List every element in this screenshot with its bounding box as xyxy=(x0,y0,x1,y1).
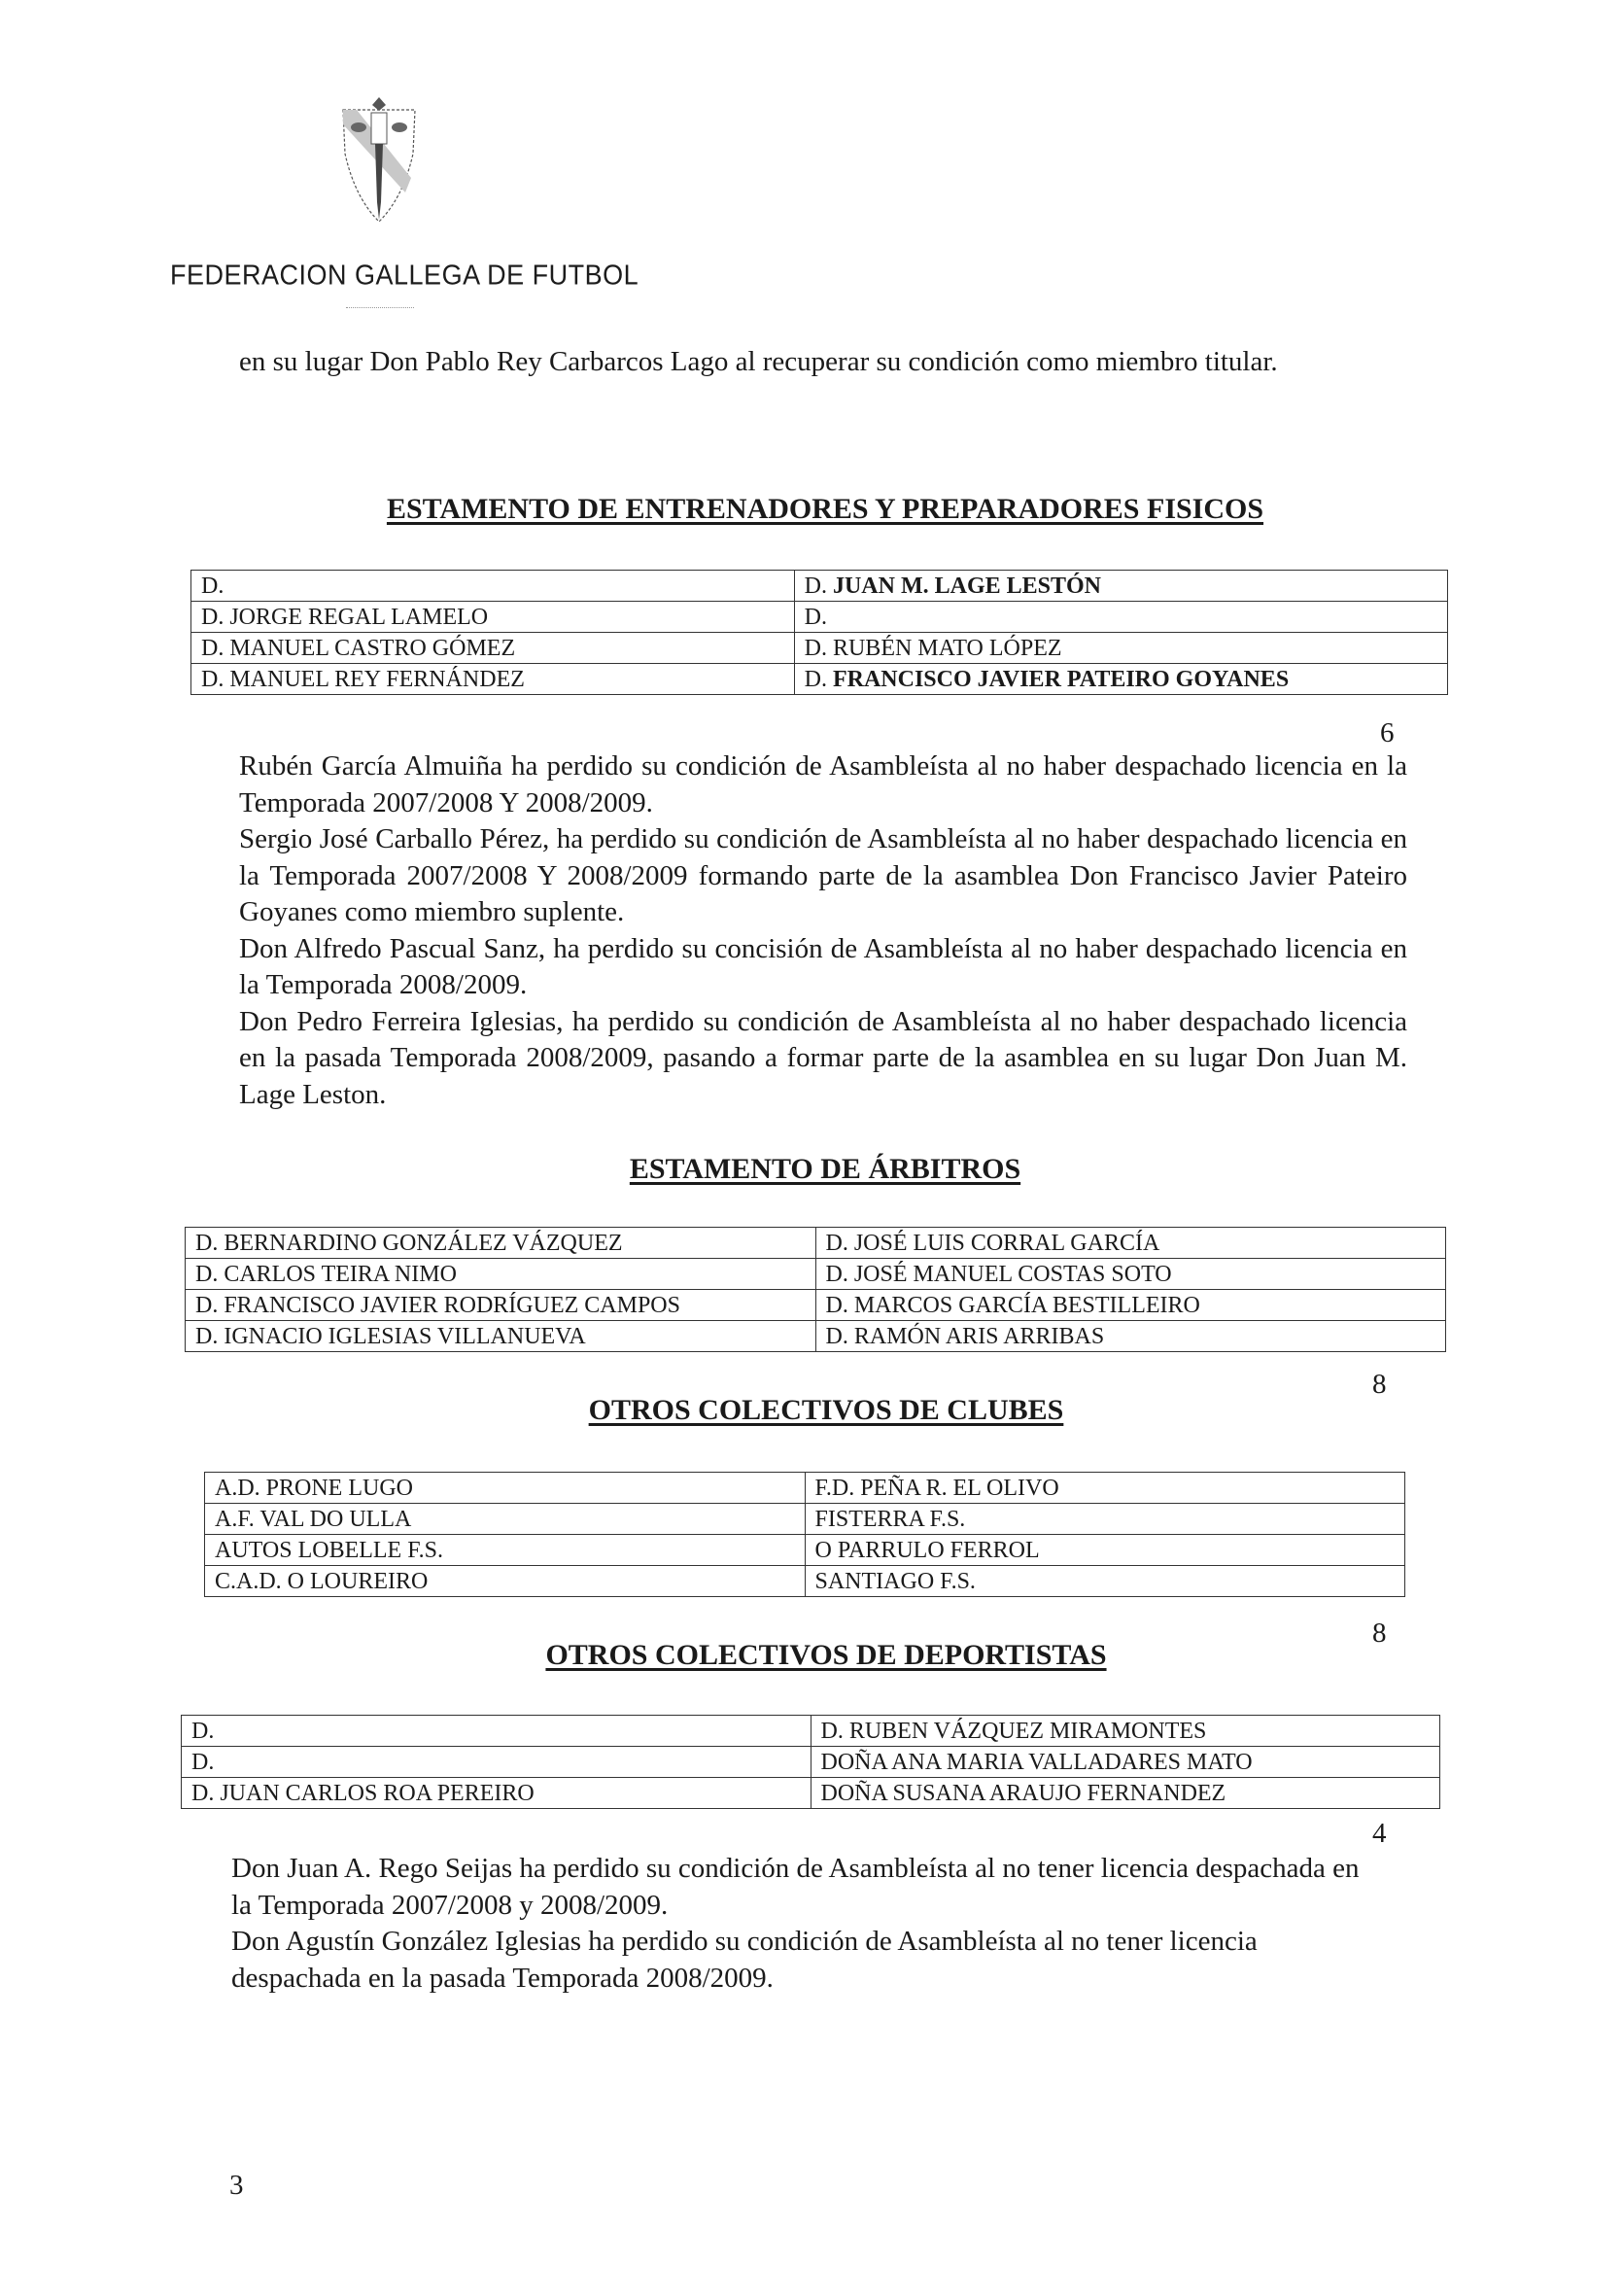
name-prefix: D. xyxy=(201,667,224,692)
note: Don Pedro Ferreira Iglesias, ha perdido su condición de Asambleísta al no haber despachado licencia en la pasada Temporada 2008/2009, pasando a formar parte de la asamblea en su lugar Don Juan M. Lage Leston. xyxy=(239,1005,1407,1110)
table-row xyxy=(186,1228,1446,1259)
name-prefix: D. xyxy=(804,574,827,599)
person-name: MANUEL CASTRO GÓMEZ xyxy=(229,636,516,661)
table-row xyxy=(205,1504,1405,1535)
table-cell: F.D. PEÑA R. EL OLIVO xyxy=(805,1473,1405,1504)
name-prefix: D. xyxy=(804,636,827,661)
table-cell: D. FRANCISCO JAVIER RODRÍGUEZ CAMPOS xyxy=(186,1290,816,1321)
table-cell: DOÑA SUSANA ARAUJO FERNANDEZ xyxy=(811,1778,1440,1809)
intro-text: en su lugar Don Pablo Rey Carbarcos Lago al recuperar su condición como miembro titular. xyxy=(239,346,1278,377)
table-cell: D. JUAN CARLOS ROA PEREIRO xyxy=(182,1778,812,1809)
organization-name: FEDERACION GALLEGA DE FUTBOL xyxy=(170,260,639,291)
table-cell: D. CARLOS TEIRA NIMO xyxy=(186,1259,816,1290)
section-heading-clubes: OTROS COLECTIVOS DE CLUBES xyxy=(588,1394,1064,1426)
federation-crest-logo xyxy=(335,95,423,231)
table-cell xyxy=(794,664,1447,695)
section-heading-arbitros: ESTAMENTO DE ÁRBITROS xyxy=(629,1153,1021,1185)
note: Rubén García Almuiña ha perdido su condición de Asambleísta al no haber despachado licencia en la Temporada 2007/2008 Y 2008/2009. xyxy=(239,750,1407,818)
section-count-clubes: 8 xyxy=(1372,1618,1387,1649)
table-cell: D. xyxy=(182,1747,812,1778)
page-number: 3 xyxy=(229,2170,244,2201)
table-row xyxy=(191,602,1448,633)
table-row xyxy=(205,1535,1405,1566)
name-prefix: D. xyxy=(201,574,224,599)
table-cell: DOÑA ANA MARIA VALLADARES MATO xyxy=(811,1747,1440,1778)
table-cell: O PARRULO FERROL xyxy=(805,1535,1405,1566)
table-cell xyxy=(794,602,1447,633)
table-cell: D. JOSÉ LUIS CORRAL GARCÍA xyxy=(815,1228,1446,1259)
table-cell: A.D. PRONE LUGO xyxy=(205,1473,806,1504)
section-heading-deportistas: OTROS COLECTIVOS DE DEPORTISTAS xyxy=(545,1639,1107,1671)
note: Don Agustín González Iglesias ha perdido su condición de Asambleísta al no tener licencia despachada en la pasada Temporada 2008/2009. xyxy=(231,1926,1258,1994)
table-row xyxy=(205,1473,1405,1504)
table-cell: SANTIAGO F.S. xyxy=(805,1566,1405,1597)
name-prefix: D. xyxy=(804,667,827,692)
table-cell: FISTERRA F.S. xyxy=(805,1504,1405,1535)
table-clubes xyxy=(204,1472,1405,1597)
table-deportistas xyxy=(181,1715,1440,1809)
table-row xyxy=(186,1321,1446,1352)
name-prefix: D. xyxy=(804,605,827,630)
table-cell: D. BERNARDINO GONZÁLEZ VÁZQUEZ xyxy=(186,1228,816,1259)
section-count-entrenadores: 6 xyxy=(1380,717,1395,748)
table-cell xyxy=(794,571,1447,602)
table-cell: D. JOSÉ MANUEL COSTAS SOTO xyxy=(815,1259,1446,1290)
notes-entrenadores xyxy=(239,748,1407,1113)
table-cell: AUTOS LOBELLE F.S. xyxy=(205,1535,806,1566)
table-cell xyxy=(191,571,795,602)
person-name: JUAN M. LAGE LESTÓN xyxy=(832,574,1102,599)
person-name: JORGE REGAL LAMELO xyxy=(229,605,489,630)
section-count-deportistas: 4 xyxy=(1372,1818,1387,1849)
table-cell: D. IGNACIO IGLESIAS VILLANUEVA xyxy=(186,1321,816,1352)
table-cell xyxy=(191,602,795,633)
notes-deportistas xyxy=(231,1851,1378,1997)
table-cell xyxy=(191,664,795,695)
table-row xyxy=(186,1290,1446,1321)
note: Don Alfredo Pascual Sanz, ha perdido su concisión de Asambleísta al no haber despachado licencia en la Temporada 2008/2009. xyxy=(239,932,1407,1000)
table-arbitros xyxy=(185,1227,1446,1352)
table-cell: A.F. VAL DO ULLA xyxy=(205,1504,806,1535)
table-cell: D. RUBEN VÁZQUEZ MIRAMONTES xyxy=(811,1716,1440,1747)
table-row xyxy=(182,1747,1440,1778)
note: Sergio José Carballo Pérez, ha perdido su condición de Asambleísta al no haber despachado licencia en la Temporada 2007/2008 Y 2008/2009 formando parte de la asamblea Don Francisco Javier Pateiro Goyanes como miembro suplente. xyxy=(239,823,1407,927)
table-cell xyxy=(794,633,1447,664)
person-name: FRANCISCO JAVIER PATEIRO GOYANES xyxy=(832,667,1290,692)
section-count-arbitros: 8 xyxy=(1372,1369,1387,1400)
table-cell: D. xyxy=(182,1716,812,1747)
table-entrenadores xyxy=(190,570,1448,695)
table-cell xyxy=(191,633,795,664)
name-prefix: D. xyxy=(201,636,224,661)
table-row xyxy=(182,1716,1440,1747)
person-name: MANUEL REY FERNÁNDEZ xyxy=(229,667,525,692)
header-divider xyxy=(346,307,414,308)
table-row xyxy=(205,1566,1405,1597)
table-row xyxy=(186,1259,1446,1290)
note: Don Juan A. Rego Seijas ha perdido su condición de Asambleísta al no tener licencia despachada en la Temporada 2007/2008 y 2008/2009. xyxy=(231,1853,1360,1921)
table-cell: C.A.D. O LOUREIRO xyxy=(205,1566,806,1597)
name-prefix: D. xyxy=(201,605,224,630)
table-row xyxy=(191,664,1448,695)
table-cell: D. MARCOS GARCÍA BESTILLEIRO xyxy=(815,1290,1446,1321)
section-heading-entrenadores: ESTAMENTO DE ENTRENADORES Y PREPARADORES FISICOS xyxy=(386,493,1264,525)
table-row xyxy=(191,633,1448,664)
table-row xyxy=(182,1778,1440,1809)
intro-paragraph xyxy=(239,344,1407,381)
table-cell: D. RAMÓN ARIS ARRIBAS xyxy=(815,1321,1446,1352)
table-row xyxy=(191,571,1448,602)
person-name: RUBÉN MATO LÓPEZ xyxy=(832,636,1062,661)
